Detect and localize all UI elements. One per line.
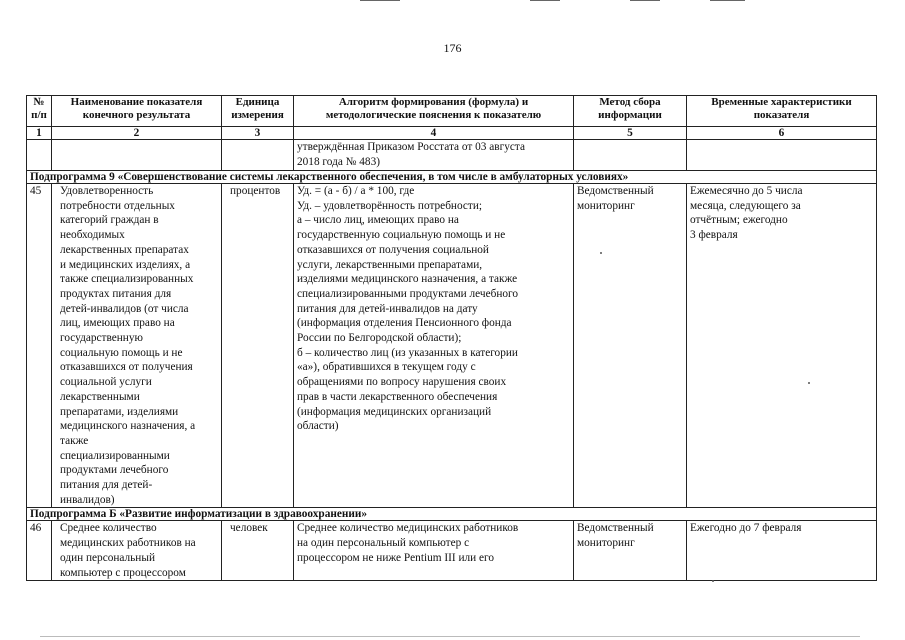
scan-artifact (710, 0, 745, 1)
table-header-row (27, 96, 877, 127)
header-unit: Единица измерения (222, 96, 294, 127)
column-number: 2 (52, 127, 222, 140)
page-number: 176 (443, 41, 462, 55)
table-row (27, 521, 877, 581)
column-number: 5 (574, 127, 687, 140)
scan-speck (600, 252, 602, 254)
column-number: 4 (294, 127, 574, 140)
subprogram-9-title: Подпрограмма 9 «Совершенствование системы лекарственного обеспечения, в том числе в амбулаторных условиях» (27, 171, 877, 184)
scan-artifact (630, 0, 660, 1)
indicator-name: Удовлетворенность потребности отдельных категорий граждан в необходимых лекарственных препаратах и медицинских изделиях, а также специализированных продуктах питания для детей-инвалидов (от числа лиц, имеющих право на государственную социальную помощь и не отказавшихся от получения социальной услуги лекарственными препаратами, изделиями медицинского назначения, а также специализированными продуктами лечебного питания для детей- инвалидов) (52, 184, 222, 508)
indicators-table (26, 95, 877, 581)
algorithm-cell: Уд. = (а - б) / а * 100, где Уд. – удовлетворённость потребности; а – число лиц, имеющих право на государственную социальную помощь и не отказавшихся от получения социальной услуги, лекарственными препаратами, изделиями медицинского назначения, а также специализированными продуктами лечебного питания для детей-инвалидов на дату (информация отделения Пенсионного фонда России по Белгородской области); б – количество лиц (из указанных в категории «а»), обратившихся в текущем году с обращениями по вопросу нарушения своих прав в части лекарственного обеспечения (информация медицинских организаций области) (294, 184, 574, 508)
column-number: 1 (27, 127, 52, 140)
column-numbers-row (27, 127, 877, 140)
header-method: Метод сбора информации (574, 96, 687, 127)
indicator-name: Среднее количество медицинских работников на один персональный компьютер с процессором (52, 521, 222, 581)
scan-artifact (360, 0, 400, 1)
continuation-row (27, 140, 877, 171)
scan-artifact (530, 0, 560, 1)
time-cell: Ежегодно до 7 февраля (687, 521, 877, 581)
method-cell: Ведомственный мониторинг (574, 521, 687, 581)
method-cell: Ведомственный мониторинг (574, 184, 687, 508)
row-number: 45 (27, 184, 52, 508)
algorithm-cell: Среднее количество медицинских работников на один персональный компьютер с процессором не ниже Pentium III или его (294, 521, 574, 581)
header-indicator-name: Наименование показателя конечного результата (52, 96, 222, 127)
row-number: 46 (27, 521, 52, 581)
column-number: 6 (687, 127, 877, 140)
unit-cell: процентов (222, 184, 294, 508)
time-cell: Ежемесячно до 5 числа месяца, следующего за отчётным; ежегодно 3 февраля (687, 184, 877, 508)
column-number: 3 (222, 127, 294, 140)
unit-cell: человек (222, 521, 294, 581)
subprogram-row (27, 508, 877, 521)
header-number: № п/п (27, 96, 52, 127)
subprogram-b-title: Подпрограмма Б «Развитие информатизации в здравоохранении» (27, 508, 877, 521)
subprogram-row (27, 171, 877, 184)
scan-speck (808, 382, 810, 384)
scan-artifact (40, 636, 860, 637)
header-time: Временные характеристики показателя (687, 96, 877, 127)
header-algorithm: Алгоритм формирования (формула) и методологические пояснения к показателю (294, 96, 574, 127)
scan-speck (712, 580, 714, 582)
continuation-algorithm: утверждённая Приказом Росстата от 03 августа 2018 года № 483) (294, 140, 574, 171)
table-row (27, 184, 877, 508)
